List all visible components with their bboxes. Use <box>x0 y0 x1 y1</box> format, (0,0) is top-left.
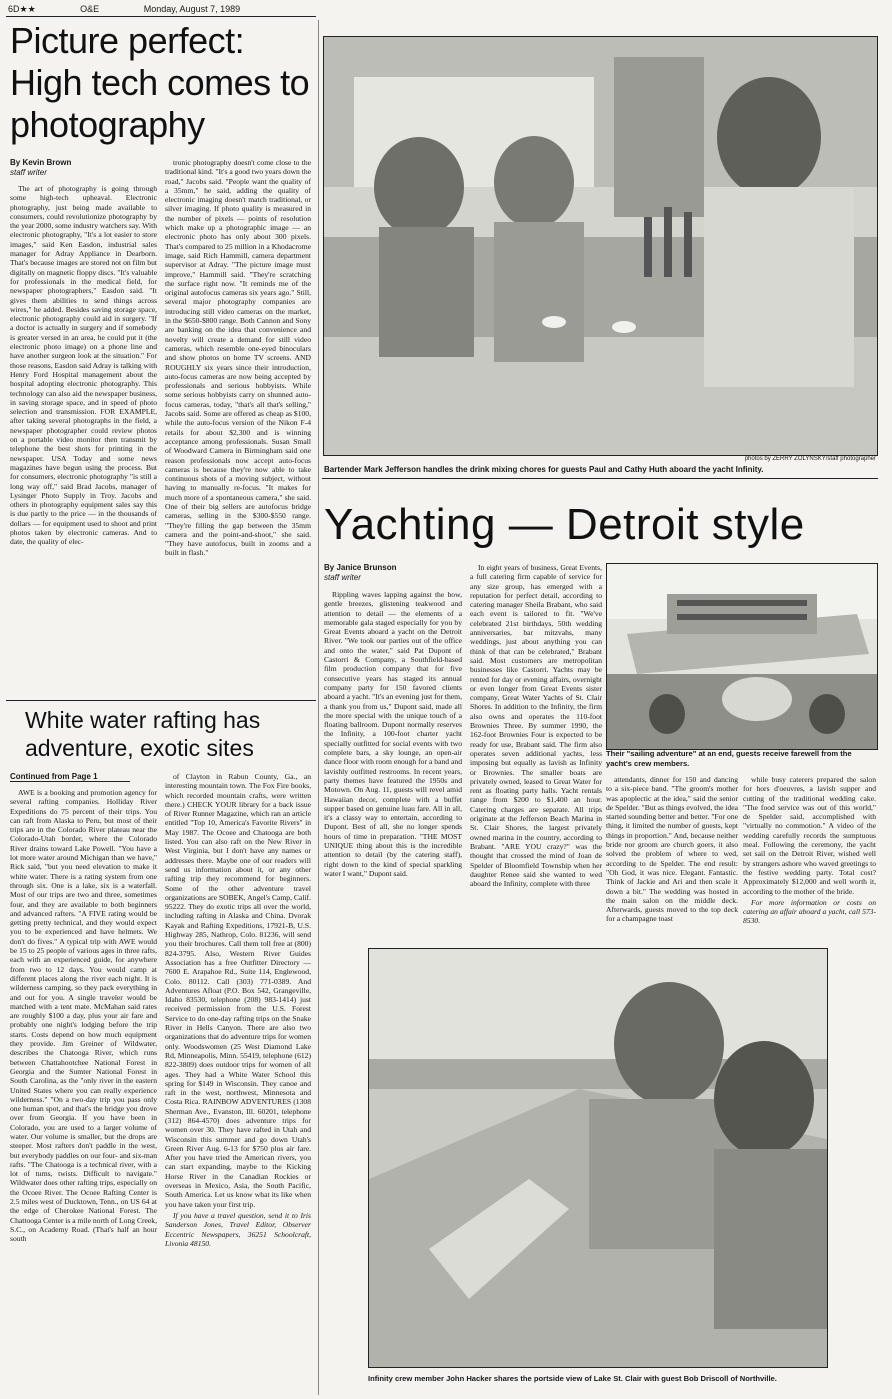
section-divider <box>6 700 316 701</box>
page-folio <box>8 4 318 15</box>
yacht-author: By Janice Brunson <box>324 563 397 572</box>
rafting-col1-text: AWE is a booking and promotion agency for several rafting companies. Holliday River Expeditions do 75 percent of their trips. You can raft from Alaska to Peru, but most of their trips are in the Colorado River plateau near the Colorado-Utah border, where the Colorado River drains toward Lake Powell. "You have a lot more water around Michigan than we have," Rick said, "but you need elevation to make it white water. There is a rating system from one through six. One is a lake, six is a waterfall. Most of our trips are two and three, sometimes four, and they are available to both beginners and advanced rafters. "A FIVE rating would be getting pretty technical, and they would expect you to be experienced and have helmets. We don't do fives." A typical trip with AWE would be 15 to 25 people of various ages in three rafts, each with an experienced guide, for anywhere from two to 12 days. You would camp at different places along the river each night. It is wilderness camping, so they pack everything in and out for you. A single traveler would be matched with a tent mate. McMahan said rates are roughly $100 a day, plus your air fare and probably one night's lodging before the trip starts. Costs depend on how much equipment they provide. Jim Greiner of Wildwater, describes the Chatooga River, which runs between Chattahootchee National Forest in Georgia and the Sumter National Forest in South Carolina, as the "only river in the eastern United States where you can really experience wilderness." "On a two-day trip you pass only one human spot, and that's the bridge you drove over from Georgia. If you have been in Colorado, you are used to a larger volume of water. Our volume is smaller, but the drops are steeper. Most rafters don't paddle in the west, but everybody paddles on our four- and six-man rafts. "The Chatooga is a technical river, with a lot of turns, twists. Difficult to navigate." Wildwater does other rafting trips, especially on the Ocoee River. The Ocoee Rafting Center is 2.5 miles west of Ducktown, Tenn., on US 64 at the edge of Cherokee National Forest. The Chattooga Center is a mile north of Long Creek, S.C., on Academy Road. (That's half an hour south <box>10 788 157 1244</box>
yacht-caption: Their "sailing adventure" at an end, guests receive farewell from the yacht's crew members. <box>606 749 852 768</box>
caption-rule <box>322 478 878 479</box>
folio-page: 6D★★ <box>8 4 36 14</box>
yacht-column-4 <box>743 775 876 940</box>
yacht-col1-text: Rippling waves lapping against the bow, gentle breezes, glistening teakwood and attention to detail — the elements of a memorable gala staged especially for you by Great Events aboard a yacht on the Detroit River. "We took our parties out of the office and onto the water," said Pat Dupont of Castorri & Company, a Southfield-based film production company that for five consecutive years has staged its annual company party for 150 favored clients aboard a yacht. "It's an evening just for them, a thank you from us," Dupont said, made all the more special with the unique touch of a floating ballroom. Dupont normally reserves the Infinity, a 100-foot charter yacht specially outfitted for social events with two complete bars, a sky lounge, an open-air dance floor with room enough for a band and lavishly outfitted restrooms. In recent years, party themes have featured the 1950s and Motown. On Aug. 11, guests will revel amid Hawaiian decor, complete with a buffet supper based on genuine luau fare. All in all, it's a classy way to entertain, according to Dupont. Best of all, she no longer spends hours of time in preparation. "THE MOST UNIQUE thing about this is the incredible attention to detail (by the catering staff), right down to the kind of special sparkling water I want," Dupont said. <box>324 590 462 878</box>
photography-column-2 <box>165 158 311 697</box>
rafting-headline: White water rafting has adventure, exotic sites <box>25 707 261 761</box>
yacht-column-2 <box>470 563 602 940</box>
rafting-column-2 <box>165 772 311 1398</box>
bartender-caption: Bartender Mark Jefferson handles the drink mixing chores for guests Paul and Cathy Huth aboard the yacht Infinity. <box>324 465 764 474</box>
photography-column-1 <box>10 184 157 697</box>
photography-byline <box>10 158 150 178</box>
yacht-headline: Yachting — Detroit style <box>324 500 805 549</box>
yacht-col4-text: while busy caterers prepared the salon for hors d'oeuvres, a lavish supper and cutting of the traditional wedding cake. "The food service was out of this world," de Spelder said, accomplished with "virtually no commotion." A video of the wedding carefully records the sumptuous meal. Following the ceremony, the yacht set sail on the Detroit River, wished well by strangers ashore who waved greetings to the festive wedding party. Total cost? Approximately $12,000 and well worth it, according to the mother of the bride. <box>743 775 876 896</box>
crew-caption: Infinity crew member John Hacker shares the portside view of Lake St. Clair with guest Bob Driscoll of Northville. <box>368 1374 777 1383</box>
rafting-column-1 <box>10 788 157 1398</box>
crew-photo <box>368 948 828 1368</box>
photography-headline: Picture perfect: High tech comes to photography <box>10 20 310 145</box>
yacht-column-1 <box>324 590 462 940</box>
rafting-tagline: If you have a travel question, send it to Iris Sanderson Jones, Travel Editor, Observer Eccentric Newspapers, 36251 Schoolcraft, Livonia 48150. <box>165 1210 311 1248</box>
photography-col1-text: The art of photography is going through some high-tech upheaval. Electronic photography, just being made available to consumers, could revolutionize photography by the year 2000, some industry watchers say. With electronic photography, "It's a lot easier to store images," said Ken Easdon, industrial sales manager for Adray Appliance in Dearborn. That's because images are stored not on film but digitally on magnetic floppy discs. "It's valuable for professionals in the medical field, for newspaper photographers," Easdon said. "It gives them abilities to send things across wires," he added. Besides saving storage space, electronic photography could aid in surgery. "If a doctor is actually in surgery and if somebody is greater versed in an area, he could put it (the electronic photo image) on a phone line and have another surgeon look at the situation." For those reasons, Easdon said Adray is talking with Henry Ford Hospital management about the hospital adopting electronic photography. This technology can also aid the newspaper business, in saving storage space, and in speed of photo selection and transmission. FOR EXAMPLE, after taking several photographs in the field, a newspaper photographer could review photos on a portable video monitor then transmit by telephone the best shots for printing in the newspaper. USA Today and some news magazines have begun using the process. But for consumers, electronic photography "is still a long way off," said Brad Jacobs, manager of Lysinger Photo Supply in Troy. Jacobs and others in photography equipment sales say this is due partly to the price — in the thousands of dollars — for equipment used to shoot and print photos taken by electronic cameras. And to date, the quality of elec- <box>10 184 157 547</box>
photo-credit: photos by ZERRY ZOLYNSKY/staff photographer <box>744 456 876 462</box>
bartender-photo <box>323 36 878 456</box>
rafting-col2-text: of Clayton in Rabun County, Ga., an interesting mountain town. The Fox Fire books, which recorded mountain crafts, were written there.) CHECK YOUR library for a back issue of River Runner Magazine, which ran an article entitled "Top 10, America's Favorite Rivers" in May 1987. The Ocoee and Chatooga are both listed. You can also raft on the New River in West Virginia, but I don't have any names or addresses there. Maybe one of our readers will send us information about it, or any other rafting trip they recommend for beginners. Some of the other adventure travel organizations are SOBEK, Angel's Camp, Calif. 95222. They do exotic trips all over the world, including rafting in Alaska and China. Dvorak Kayak and Rafting Expeditions, 17921-B, U.S. Highway 285, Nathrop, Colo. 81236, will send you their brochures. Call them toll free at (800) 824-3795. Also, Western River Guides Association has a free Outfitter Directory — 7600 E. Arapahoe Rd., Suite 114, Englewood, Colo. 80112. Call (303) 771-0389. And Adventures Afloat (P.O. Box 542, Grangeville, Idaho 83530, telephone (208) 983-1414) just received permission from the U.S. Forest Service to do one-day rafting trips on the Snake River in Hells Canyon. There are also two organizations that do adventure trips for women only. Woodswomen (25 West Diamond Lake Rd, Minneapolis, Minn. 55419, telephone (612) 822-3809) does outdoor trips for women of all ages. They had a White Water School this spring for $149 in Wisconsin. They canoe and raft in the west, northwest, Minnesota and Costa Rica. RAINBOW ADVENTURES (1308 Sherman Ave., Evanston, Ill. 60201, telephone (312) 864-4570) does adventure trips for women over 30. They have rafted in Utah and Wisconsin this summer and go down Utah's Green River Aug. 6-13 for $750 plus air fare. After you have tried the American rivers, you can start expanding, maybe to the Kicking Horse River in the Canadian Rockies or overseas in Mexico, Asia, the South Pacific, South America. Let us know what its like when you have taken your first trip. <box>165 772 311 1209</box>
yacht-col2-text: In eight years of business, Great Events, a full catering firm capable of service for any size group, has emerged with a reputation for perfect detail, according to catering manager Sheila Brabant, who said each event is tailored to fit. "We've celebrated 21st birthdays, 50th wedding anniversaries, bar mitzvahs, many weddings, just about anything you can think of that can be celebrated," Brabant said. Most customers are metropolitan businesses like Castorri. Yachts may be rented for day or evening affairs, overnight or even longer from Great Events sister company, Great Water Yachts of St. Clair Shores. In addition to the Infinity, the firm also owns and operates the 110-foot Brownies Three. By summer 1990, the 162-foot Brownies Four is expected to be ready for use, Brabant said. The firm also operates seven additional yachts, less imposing but equally as lavish as Infinity or Brownies. The smaller boats are privately owned, leased to Great Water for rent as floating party halls. Yacht rentals range from $200 to $1,400 an hour. Catering charges are separate. All trips originate at the Jefferson Beach Marina in St. Clair Shores, the largest privately owned marina in the country, according to Brabant. "ARE YOU crazy?" was the thought that crossed the mind of Joan de Spelder of Bloomfield Township when her daughter Renee said she wanted to wed aboard the Infinity, complete with three <box>470 563 602 889</box>
yacht-col3-text: attendants, dinner for 150 and dancing to a six-piece band. "The groom's mother was apoplectic at the idea," said the senior de Spelder. "But as things evolved, the idea started sounding better and better. "For one thing, it limited the number of guests, kept things in proportion." And, because neither bride nor groom are church goers, it also solved the problem of where to wed, according to de Spelder. The end result: "Oh God, it was nice. Elegant. Fantastic. Think of Jackie and Ari and then scale it down a bit." The wedding was hosted in the main salon on the middle deck. Afterwards, guests moved to the top deck for a champagne toast <box>606 775 738 924</box>
folio-rule <box>6 16 316 17</box>
photography-author: By Kevin Brown <box>10 158 72 167</box>
yacht-role: staff writer <box>324 573 361 582</box>
yacht-byline <box>324 563 464 583</box>
yacht-tagline: For more information or costs on catering an affair aboard a yacht, call 573-8530. <box>743 897 876 926</box>
folio-section: O&E <box>80 4 100 14</box>
folio-date: Monday, August 7, 1989 <box>143 4 241 14</box>
photography-role: staff writer <box>10 168 47 177</box>
gutter-rule <box>318 20 319 1395</box>
continued-from-page: Continued from Page 1 <box>10 772 130 782</box>
yacht-photo <box>606 563 878 750</box>
yacht-column-3 <box>606 775 738 940</box>
photography-col2-text: tronic photography doesn't come close to the traditional kind. "It's a good two years down the road," Jacobs said. "People want the quality of a 35mm," he said, adding the quality of electronic imaging doesn't match traditional, or silver imaging. If photo quality is measured in the number of pixels — points of resolution which make up a photographic image — an electronic photo has only about 300 pixels. That's compared to 25 million in a Khodacrome image, said Rich Hammill, camera department supervisor at Adray. "The picture image must improve," Hammill said. "They're scratching the surface right now. "It reminds me of the original autofocus cameras six years ago." Still, several major photography companies are introducing still video cameras on the market, in the $650-$800 range. Both Cannon and Sony are banking on the idea that convenience and novelty will create a demand for still video cameras, which resemble one-eyed binoculars and show photos on home TV screens. AND ROUGHLY six years since their introduction, auto-focus cameras are now being accepted by professionals and serious hobbyists. While some serious hobbyists carry on shunned auto-focus cameras, today, "that's all that's selling," Jacobs said. Some are offered as cheap as $100, while the auto-focus version of the Nikon F-4 retails for about $2,300 and is winning acceptance among professionals. Susan Small of Woodward Camera in Birmingham said one reason professionals now accept auto-focus cameras is because they're now able to take continuous shots of a moving subject, without having to manually re-focus. "It makes for much more of a spontaneous camera," she said. One of their big sellers are autofocus bridge cameras, selling in the $300-$550 range. "They're filling the gap between the 35mm camera and the point-and-shoot," she said. "They have autofocus, built in zooms and a built in flash." <box>165 158 311 558</box>
